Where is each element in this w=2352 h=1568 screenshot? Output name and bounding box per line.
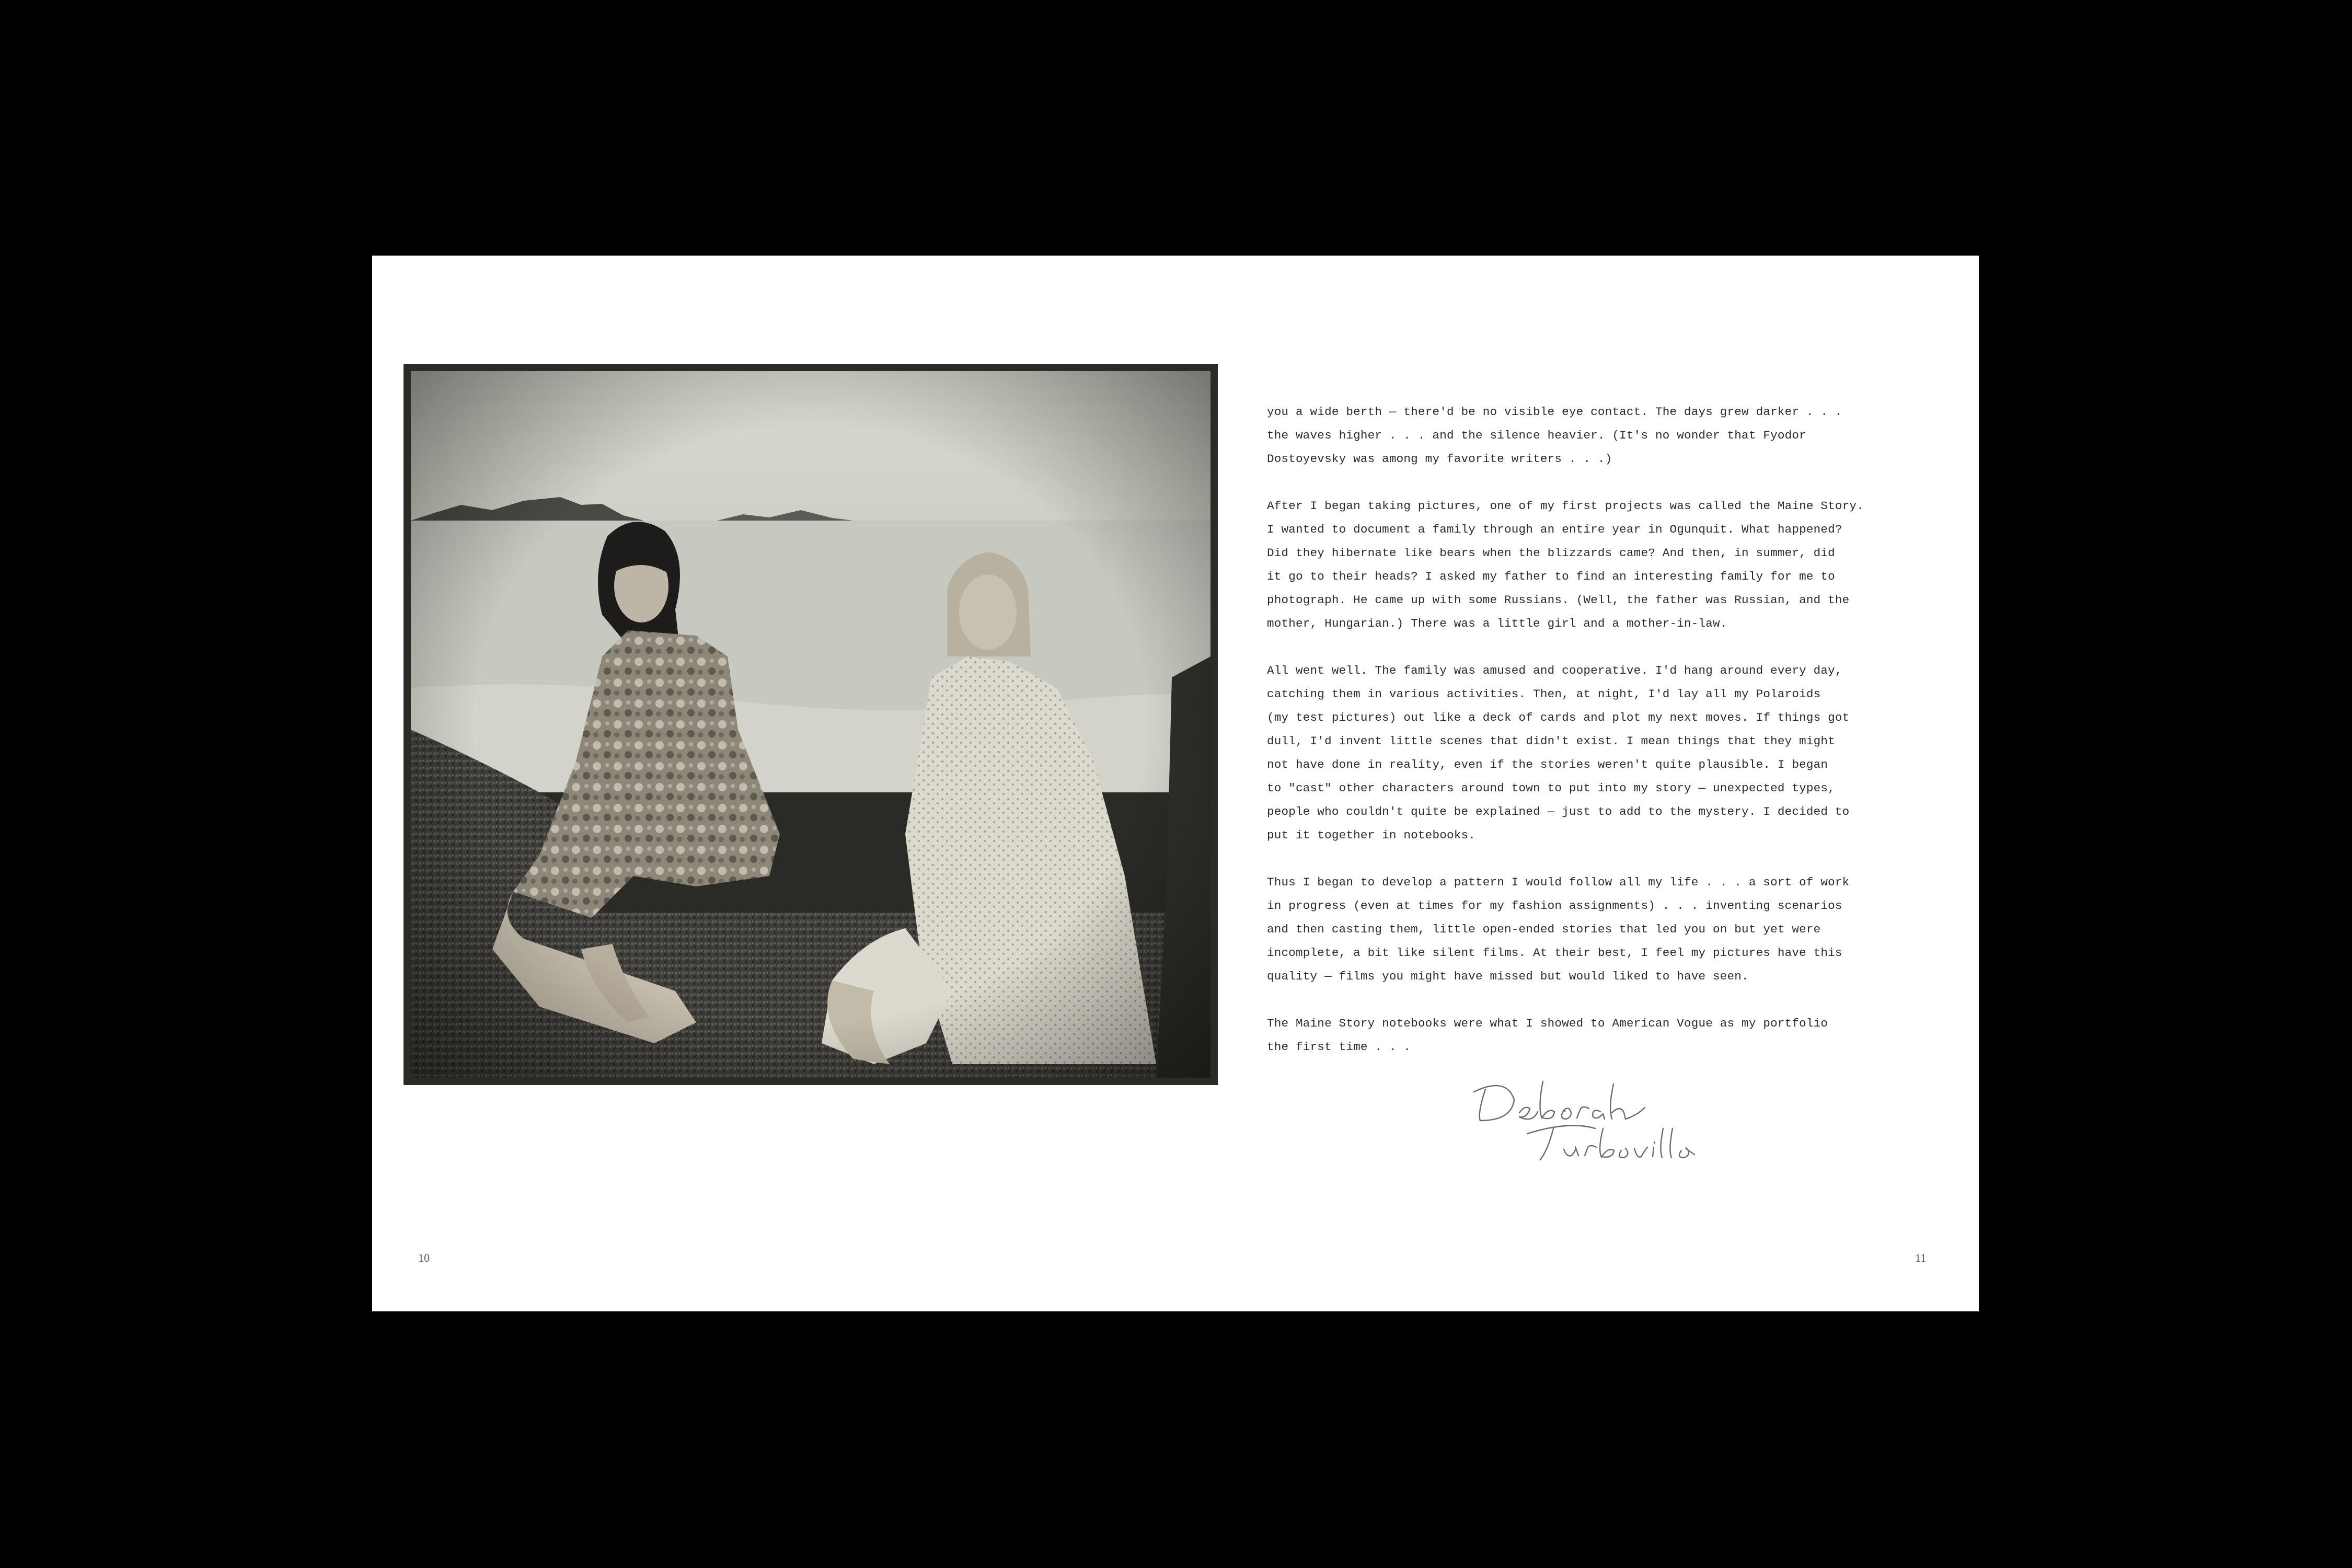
paragraph-2: [1267, 494, 1957, 636]
text-line: it go to their heads? I asked my father to find an interesting family for me to: [1267, 570, 1835, 583]
paragraph-4: [1267, 871, 1957, 988]
text-line: in progress (even at times for my fashion assignments) . . . inventing scenarios: [1267, 899, 1842, 913]
text-line: All went well. The family was amused and cooperative. I'd hang around every day,: [1267, 664, 1842, 677]
page-number-left: 10: [418, 1251, 430, 1264]
text-line: photograph. He came up with some Russians. (Well, the father was Russian, and the: [1267, 593, 1850, 607]
essay-text: [1267, 400, 1957, 1082]
text-line: catching them in various activities. Then, at night, I'd lay all my Polaroids: [1267, 687, 1821, 701]
text-line: the waves higher . . . and the silence heavier. (It's no wonder that Fyodor: [1267, 429, 1806, 442]
paragraph-1: [1267, 400, 1957, 471]
text-line: the first time . . .: [1267, 1040, 1411, 1054]
text-line: Did they hibernate like bears when the blizzards came? And then, in summer, did: [1267, 546, 1835, 560]
handwritten-signature: [1465, 1071, 1757, 1165]
page-number-right: 11: [1915, 1251, 1927, 1264]
paragraph-5: [1267, 1012, 1957, 1059]
text-line: not have done in reality, even if the stories weren't quite plausible. I began: [1267, 758, 1828, 771]
text-line: Dostoyevsky was among my favorite writers . . .): [1267, 452, 1612, 466]
photo-illustration: [403, 364, 1218, 1085]
text-line: (my test pictures) out like a deck of cards and plot my next moves. If things got: [1267, 711, 1850, 724]
book-spread: [372, 256, 1979, 1311]
text-line: to "cast" other characters around town to put into my story — unexpected types,: [1267, 781, 1835, 795]
text-line: people who couldn't quite be explained — just to add to the mystery. I decided to: [1267, 805, 1850, 818]
text-line: After I began taking pictures, one of my first projects was called the Maine Story.: [1267, 499, 1864, 513]
text-line: you a wide berth — there'd be no visible eye contact. The days grew darker . . .: [1267, 405, 1842, 419]
text-line: I wanted to document a family through an entire year in Ogunquit. What happened?: [1267, 523, 1842, 536]
beach-photograph: [403, 364, 1218, 1085]
text-line: Thus I began to develop a pattern I would follow all my life . . . a sort of work: [1267, 875, 1850, 889]
text-line: quality — films you might have missed but would liked to have seen.: [1267, 970, 1749, 983]
text-line: mother, Hungarian.) There was a little girl and a mother-in-law.: [1267, 617, 1727, 630]
text-line: dull, I'd invent little scenes that didn't exist. I mean things that they might: [1267, 734, 1835, 748]
text-line: and then casting them, little open-ended stories that led you on but yet were: [1267, 923, 1821, 936]
text-line: put it together in notebooks.: [1267, 828, 1475, 842]
paragraph-3: [1267, 659, 1957, 847]
text-line: incomplete, a bit like silent films. At their best, I feel my pictures have this: [1267, 946, 1842, 960]
text-line: The Maine Story notebooks were what I showed to American Vogue as my portfolio: [1267, 1017, 1828, 1030]
